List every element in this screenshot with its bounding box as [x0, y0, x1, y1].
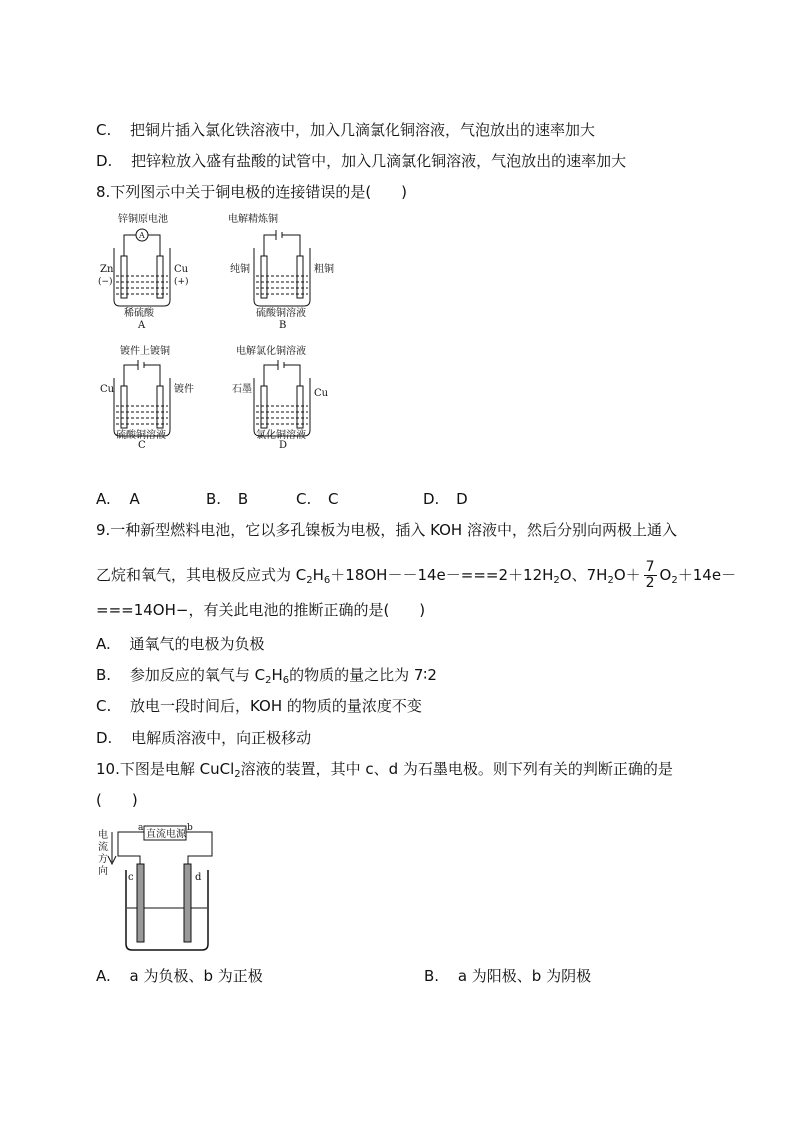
q8-option-d: D. D	[423, 490, 468, 508]
q10-option-a: A. a 为负极、b 为正极	[96, 967, 263, 985]
electrode-right: Cu	[174, 264, 189, 275]
cell-d-diagram	[232, 344, 329, 450]
electrode-left: Zn	[100, 264, 114, 275]
q10-figure	[96, 822, 226, 954]
cell-d-title: 电解氯化铜溶液	[236, 346, 306, 357]
current-label-char-1: 电	[98, 830, 108, 841]
q8-option-b: B. B	[206, 490, 249, 508]
current-arrow-icon	[108, 832, 116, 864]
electrode-c-label: c	[128, 872, 134, 883]
electrolysis-apparatus	[98, 823, 212, 950]
cell-b-title: 电解精炼铜	[228, 214, 278, 225]
power-label: 直流电源	[146, 829, 186, 840]
diagram-tag: C	[138, 440, 146, 450]
electrode-left: 石墨	[232, 384, 252, 395]
q10-option-b: B. a 为阳极、b 为阴极	[424, 967, 592, 985]
q9-stem-line2: 乙烷和氧气，其电极反应式为 $C_2H_6+18OH--14e-===2+12H_2O$、$7H_2O+$ $\frac{7}{2}$ $O_2+14e-$	[96, 559, 737, 591]
electrode-d-label: d	[195, 872, 202, 883]
electrode-c	[137, 864, 144, 942]
terminal-a-label: a	[138, 823, 144, 833]
cell-a-title: 锌铜原电池	[118, 214, 168, 225]
electrode-left: Cu	[100, 384, 115, 395]
q8-figure	[96, 210, 346, 450]
ammeter-label: A	[139, 231, 145, 240]
q9-option-d: D. 电解质溶液中，向正极移动	[96, 729, 312, 747]
solution-label: 硫酸铜溶液	[116, 430, 166, 441]
electrode-right: 粗铜	[314, 264, 334, 275]
cell-c-diagram	[100, 344, 194, 450]
fraction: $\frac{7}{2}$	[645, 559, 655, 591]
q8-option-c: C. C	[296, 490, 339, 508]
q8-stem: 8.下列图示中关于铜电极的连接错误的是( )	[96, 183, 408, 201]
diagram-tag: A	[138, 320, 146, 331]
option-letter: C.	[96, 121, 112, 139]
solution-label: 稀硫酸	[124, 308, 154, 319]
q9-option-b: B. 参加反应的氧气与 $C_2H_6$的物质的量之比为 7∶2	[96, 666, 437, 686]
option-text: 把锌粒放入盛有盐酸的试管中，加入几滴氯化铜溶液，气泡放出的速率加大	[131, 152, 627, 170]
q9-stem-line1: 9.一种新型燃料电池，它以多孔镍板为电极，插入 KOH 溶液中，然后分别向两极上通入	[96, 521, 677, 539]
q10-stem-line1: 10.下图是电解 CuCl$_2$溶液的装置，其中 c、d 为石墨电极。则下列有关的判断正确的是	[96, 760, 673, 780]
q10-stem-line2: ( )	[96, 791, 138, 809]
sign-right: (+)	[174, 277, 189, 287]
current-label-char-2: 流	[98, 842, 108, 853]
cell-c-title: 镀件上镀铜	[120, 346, 170, 357]
solution-label: 硫酸铜溶液	[256, 308, 306, 319]
cell-b-diagram	[228, 212, 334, 331]
diagram-tag: B	[279, 320, 287, 331]
q9-option-c: C. 放电一段时间后，KOH 的物质的量浓度不变	[96, 697, 422, 715]
option-text: 把铜片插入氯化铁溶液中，加入几滴氯化铜溶液，气泡放出的速率加大	[130, 121, 596, 139]
electrode-left: 纯铜	[230, 264, 250, 275]
q7-option-d	[96, 151, 626, 171]
q9-stem-line3: ===14OH−，有关此电池的推断正确的是( )	[96, 601, 426, 619]
current-label-char-4: 向	[98, 866, 108, 877]
electrode-d	[184, 864, 191, 942]
diagram-tag: D	[279, 440, 288, 450]
sign-left: (−)	[98, 277, 113, 287]
q8-option-a: A. A	[96, 490, 140, 508]
terminal-b-label: b	[187, 823, 193, 833]
q7-option-c	[96, 120, 595, 140]
electrode-right: Cu	[314, 388, 329, 399]
electrode-right: 镀件	[174, 384, 194, 395]
cell-a-diagram	[98, 212, 189, 331]
solution-label: 氯化铜溶液	[256, 430, 306, 441]
option-letter: D.	[96, 152, 113, 170]
current-label-char-3: 方	[98, 854, 108, 865]
q9-option-a: A. 通氧气的电极为负极	[96, 635, 265, 653]
